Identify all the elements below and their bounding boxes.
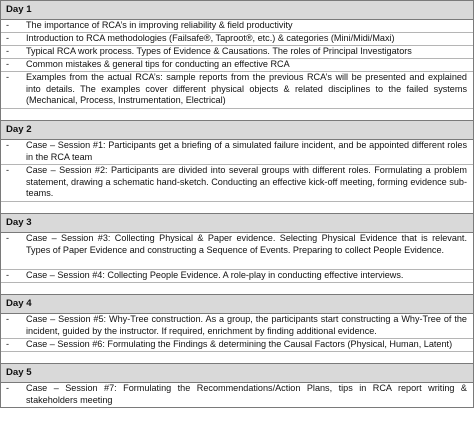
day-section xyxy=(1,295,473,364)
section-spacer xyxy=(1,109,473,120)
bullet-dash: - xyxy=(6,33,10,43)
item-text: Case – Session #7: Formulating the Recommendations/Action Plans, tips in RCA report writing & stakeholders meeting xyxy=(26,383,467,405)
section-spacer xyxy=(1,352,473,363)
list-item xyxy=(1,46,473,59)
item-text: The importance of RCA’s in improving reliability & field productivity xyxy=(26,20,293,30)
item-text: Typical RCA work process. Types of Evidence & Causations. The roles of Principal Investigators xyxy=(26,46,412,56)
bullet-dash: - xyxy=(6,314,10,324)
section-spacer xyxy=(1,283,473,294)
item-text: Case – Session #2: Participants are divided into several groups with different roles. Formulating a problem statement, drawing a schematic hand-sketch. Conducting an effective kick-off meeting, forming evidence sub-teams. xyxy=(26,165,467,199)
list-item xyxy=(1,140,473,165)
item-text: Case – Session #1: Participants get a briefing of a simulated failure incident, and be appointed different roles in the RCA team xyxy=(26,140,467,162)
day-section xyxy=(1,1,473,121)
day-section xyxy=(1,364,473,407)
list-item xyxy=(1,270,473,283)
item-text: Case – Session #6: Formulating the Findings & determining the Causal Factors (Physical, Human, Latent) xyxy=(26,339,453,349)
bullet-dash: - xyxy=(6,339,10,349)
list-item xyxy=(1,20,473,33)
bullet-dash: - xyxy=(6,20,10,30)
bullet-dash: - xyxy=(6,383,10,393)
bullet-dash: - xyxy=(6,270,10,280)
section-spacer xyxy=(1,202,473,213)
bullet-dash: - xyxy=(6,140,10,150)
bullet-dash: - xyxy=(6,46,10,56)
day-header: Day 2 xyxy=(1,121,473,140)
day-header: Day 3 xyxy=(1,214,473,233)
list-item xyxy=(1,59,473,72)
list-item xyxy=(1,165,473,202)
list-item xyxy=(1,233,473,270)
day-section xyxy=(1,121,473,214)
day-section xyxy=(1,214,473,295)
day-header: Day 5 xyxy=(1,364,473,383)
item-text: Introduction to RCA methodologies (Failsafe®, Taproot®, etc.) & categories (Mini/Midi/Maxi) xyxy=(26,33,395,43)
list-item xyxy=(1,314,473,339)
item-text: Case – Session #4: Collecting People Evidence. A role-play in conducting effective interviews. xyxy=(26,270,404,280)
item-text: Common mistakes & general tips for conducting an effective RCA xyxy=(26,59,290,69)
bullet-dash: - xyxy=(6,59,10,69)
list-item xyxy=(1,33,473,46)
bullet-dash: - xyxy=(6,72,10,82)
item-text: Case – Session #3: Collecting Physical & Paper evidence. Selecting Physical Evidence that is relevant. Types of Paper Evidence and constructing a Sequence of Events. Preparing to collect People Evidence. xyxy=(26,233,467,255)
day-header: Day 4 xyxy=(1,295,473,314)
item-text: Examples from the actual RCA’s: sample reports from the previous RCA’s will be presented and explained into details. The examples cover different physical objects & related disciplines to the failed systems (Mechanical, Process, Instrumentation, Electrical) xyxy=(26,72,467,106)
list-item xyxy=(1,339,473,352)
bullet-dash: - xyxy=(6,233,10,243)
list-item xyxy=(1,383,473,407)
item-text: Case – Session #5: Why-Tree construction. As a group, the participants start constructing a Why-Tree of the incident, guided by the instructor. If required, enrichment by finding additional evidence. xyxy=(26,314,467,336)
bullet-dash: - xyxy=(6,165,10,175)
list-item xyxy=(1,72,473,109)
day-header: Day 1 xyxy=(1,1,473,20)
